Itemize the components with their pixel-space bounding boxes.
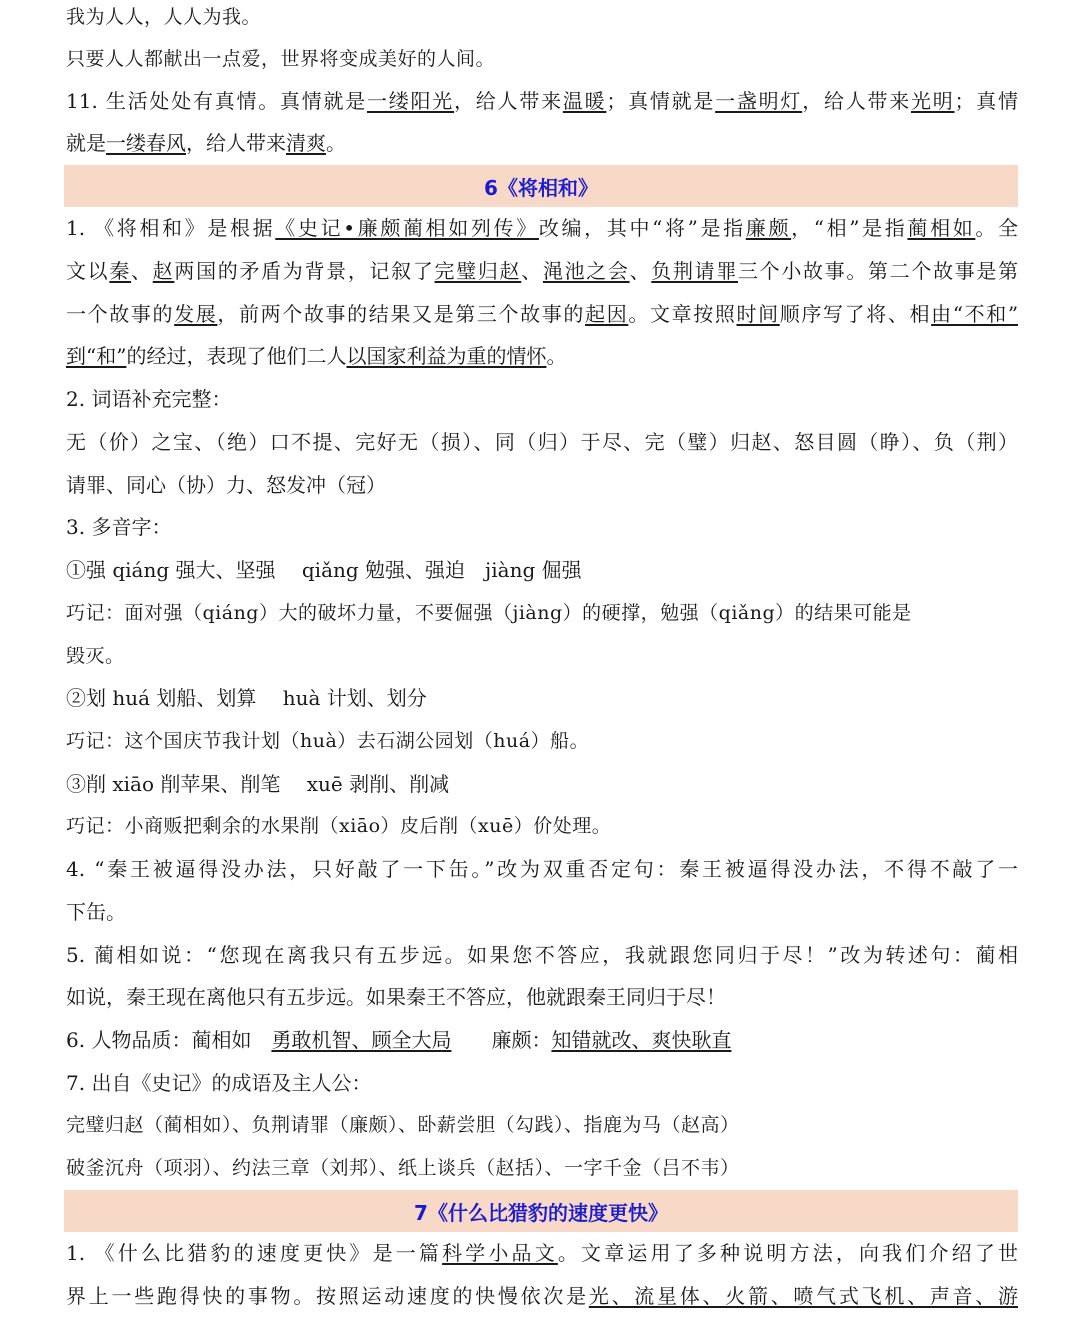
text-line: 就是一缕春风，给人带来清爽。 xyxy=(66,131,346,155)
text-line: 只要人人都献出一点爱，世界将变成美好的人间。 xyxy=(66,48,496,70)
text-line: 一个故事的发展，前两个故事的结果又是第三个故事的起因。文章按照时间顺序写了将、相由“不和” xyxy=(66,302,1018,326)
item-heading: 3. 多音字： xyxy=(66,515,172,539)
answer-blank: 一缕春风 xyxy=(106,131,186,155)
item-heading: 7. 出自《史记》的成语及主人公： xyxy=(66,1071,372,1095)
answer-blank: 温暖 xyxy=(562,89,607,113)
text-line: 1. 《什么比猎豹的速度更快》是一篇科学小品文。文章运用了多种说明方法，向我们介绍了世 xyxy=(66,1241,1018,1265)
answer-blank: 勇敢机智、顾全大局 xyxy=(271,1028,452,1052)
answer-blank: 光明 xyxy=(910,89,955,113)
answer-blank: 发展 xyxy=(174,302,218,326)
answer-blank: 蔺相如 xyxy=(907,216,976,240)
text-line: 下缶。 xyxy=(66,900,126,924)
text-line: 5. 蔺相如说：“您现在离我只有五步远。如果您不答应，我就跟您同归于尽！”改为转述句：蔺相 xyxy=(66,943,1018,967)
answer-blank: 赵 xyxy=(152,259,175,283)
text-line: 到“和”的经过，表现了他们二人以国家利益为重的情怀。 xyxy=(66,344,567,368)
answer-blank: 以国家利益为重的情怀 xyxy=(346,344,547,368)
answer-blank: 知错就改、爽快耿直 xyxy=(551,1028,732,1052)
section-banner-7: 7《什么比猎豹的速度更快》 xyxy=(64,1190,1018,1232)
answer-blank: 一缕阳光 xyxy=(367,89,455,113)
text-line: 6. 人物品质：蔺相如 勇敢机智、顾全大局 廉颇：知错就改、爽快耿直 xyxy=(66,1028,732,1052)
text-line: 我为人人，人人为我。 xyxy=(66,6,262,28)
mnemonic-line: 毁灭。 xyxy=(66,645,125,667)
answer-blank: 秦 xyxy=(109,259,132,283)
answer-blank: 时间 xyxy=(736,302,780,326)
section-banner-6: 6《将相和》 xyxy=(64,165,1018,207)
text-line: 无（价）之宝、（绝）口不提、完好无（损）、同（归）于尽、完（璧）归赵、怒目圆（睁）、负（荆） xyxy=(66,430,1018,454)
text-line: 4. “秦王被逼得没办法，只好敲了一下缶。”改为双重否定句：秦王被逼得没办法，不得不敲了一 xyxy=(66,857,1018,881)
text-line: ①强 qiáng 强大、坚强 qiǎng 勉强、强迫 jiàng 倔强 xyxy=(66,558,582,582)
mnemonic-line: 巧记：小商贩把剩余的水果削（xiāo）皮后削（xuē）价处理。 xyxy=(66,815,612,837)
text-line: 界上一些跑得快的事物。按照运动速度的快慢依次是光、流星体、火箭、喷气式飞机、声音、游 xyxy=(66,1284,1018,1308)
answer-blank: 《史记•廉颇蔺相如列传》 xyxy=(275,216,539,240)
answer-blank: 廉颇 xyxy=(745,216,792,240)
answer-blank: 起因 xyxy=(585,302,629,326)
item-heading: 2. 词语补充完整： xyxy=(66,387,232,411)
text-line: ③削 xiāo 削苹果、削笔 xuē 剥削、削减 xyxy=(66,772,450,796)
text-line: 1. 《将相和》是根据《史记•廉颇蔺相如列传》改编，其中“将”是指廉颇，“相”是指蔺相如。全 xyxy=(66,216,1018,240)
mnemonic-line: 巧记：面对强（qiáng）大的破坏力量，不要倔强（jiàng）的硬撑，勉强（qiǎng）的结果可能是 xyxy=(66,602,912,624)
text-line: ②划 huá 划船、划算 huà 计划、划分 xyxy=(66,686,427,710)
answer-blank: 渑池之会 xyxy=(542,259,630,283)
answer-blank: 负荆请罪 xyxy=(651,259,738,283)
mnemonic-line: 巧记：这个国庆节我计划（huà）去石湖公园划（huá）船。 xyxy=(66,730,590,752)
answer-blank: 由“不和” xyxy=(931,302,1018,326)
idiom-line: 完璧归赵（蔺相如）、负荆请罪（廉颇）、卧薪尝胆（勾践）、指鹿为马（赵高） xyxy=(66,1114,740,1136)
text-line: 11. 生活处处有真情。真情就是一缕阳光，给人带来温暖；真情就是一盏明灯，给人带来光明；真情 xyxy=(66,89,1018,113)
text-line: 如说，秦王现在离他只有五步远。如果秦王不答应，他就跟秦王同归于尽！ xyxy=(66,985,726,1009)
text-line: 请罪、同心（协）力、怒发冲（冠） xyxy=(66,473,386,497)
answer-blank: 光、流星体、火箭、喷气式飞机、声音、游 xyxy=(588,1284,1018,1308)
answer-blank: 科学小品文 xyxy=(442,1241,558,1265)
answer-blank: 一盏明灯 xyxy=(715,89,803,113)
answer-blank: 完璧归赵 xyxy=(434,259,522,283)
text-line: 文以秦、赵两国的矛盾为背景，记叙了完璧归赵、渑池之会、负荆请罪三个小故事。第二个故事是第 xyxy=(66,259,1018,283)
answer-blank: 到“和” xyxy=(66,344,127,368)
answer-blank: 清爽 xyxy=(286,131,326,155)
idiom-line: 破釜沉舟（项羽）、约法三章（刘邦）、纸上谈兵（赵括）、一字千金（吕不韦） xyxy=(66,1157,740,1179)
